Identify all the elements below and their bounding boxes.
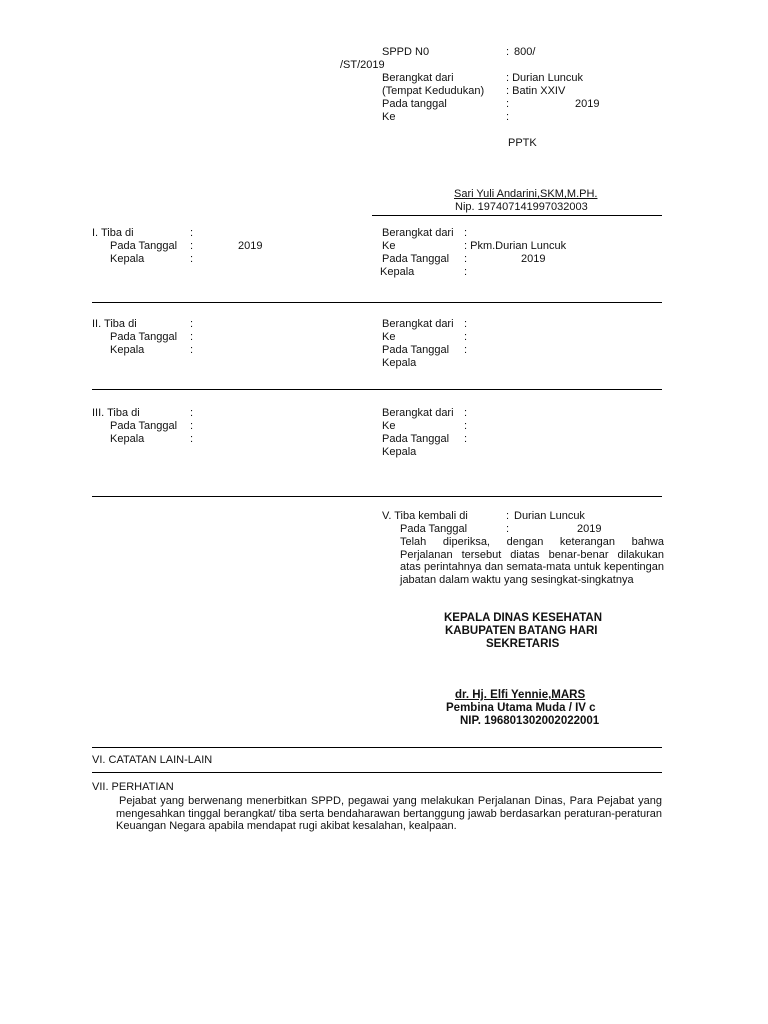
signer-rank: Pembina Utama Muda / IV c bbox=[446, 702, 596, 714]
section1-kepala-colon: : bbox=[190, 253, 194, 265]
section7-title: VII. PERHATIAN bbox=[92, 781, 174, 793]
section3-pada-tanggal-colon: : bbox=[190, 420, 194, 432]
section1-r-kepala-colon: : bbox=[464, 266, 468, 278]
divider bbox=[92, 496, 662, 497]
berangkat-dari-value: : Durian Luncuk bbox=[506, 72, 584, 84]
section5-statement: Telah diperiksa, dengan keterangan bahwa Perjalanan tersebut diatas benar-benar dilakukan atas perintahnya dan semata-mata untuk kepentingan jabatan dalam waktu yang sesingkat-singkatnya bbox=[400, 536, 664, 586]
section2-ke-colon: : bbox=[464, 331, 468, 343]
section3-tiba-label: III. Tiba di bbox=[92, 407, 140, 419]
section3-berangkat-label: Berangkat dari bbox=[382, 407, 454, 419]
section1-pada-tanggal-year: 2019 bbox=[238, 240, 263, 252]
office-line-3: SEKRETARIS bbox=[486, 638, 560, 650]
section1-pada-tanggal-label: Pada Tanggal bbox=[110, 240, 178, 252]
section5-tiba-colon: : bbox=[506, 510, 510, 522]
sppd-suffix: /ST/2019 bbox=[340, 59, 385, 71]
section6-title: VI. CATATAN LAIN-LAIN bbox=[92, 754, 213, 766]
section2-r-kepala-label: Kepala bbox=[382, 357, 417, 369]
sppd-label: SPPD N0 bbox=[382, 46, 430, 58]
divider bbox=[92, 747, 662, 748]
sppd-number: 800/ bbox=[514, 46, 536, 58]
pada-tanggal-label: Pada tanggal bbox=[382, 98, 447, 110]
section2-kepala-colon: : bbox=[190, 344, 194, 356]
pada-tanggal-colon: : bbox=[506, 98, 510, 110]
berangkat-dari-label: Berangkat dari bbox=[382, 72, 454, 84]
section1-ke-value: : Pkm.Durian Luncuk bbox=[464, 240, 567, 252]
pptk-name: Sari Yuli Andarini,SKM,M.PH. bbox=[454, 188, 598, 200]
section5-tiba-value: Durian Luncuk bbox=[514, 510, 585, 522]
office-line-1: KEPALA DINAS KESEHATAN bbox=[444, 612, 603, 624]
section2-berangkat-label: Berangkat dari bbox=[382, 318, 454, 330]
section3-kepala-label: Kepala bbox=[110, 433, 145, 445]
section5-tiba-label: V. Tiba kembali di bbox=[382, 510, 468, 522]
section1-r-pada-tanggal-year: 2019 bbox=[521, 253, 546, 265]
section1-tiba-label: I. Tiba di bbox=[92, 227, 134, 239]
section2-tiba-label: II. Tiba di bbox=[92, 318, 137, 330]
tempat-kedudukan-label: (Tempat Kedudukan) bbox=[382, 85, 485, 97]
section2-pada-tanggal-label: Pada Tanggal bbox=[110, 331, 178, 343]
section1-pada-tanggal-colon: : bbox=[190, 240, 194, 252]
section5-pada-tanggal-year: 2019 bbox=[577, 523, 602, 535]
section1-tiba-colon: : bbox=[190, 227, 194, 239]
section1-berangkat-label: Berangkat dari bbox=[382, 227, 454, 239]
section3-r-pada-tanggal-colon: : bbox=[464, 433, 468, 445]
section5-pada-tanggal-colon: : bbox=[506, 523, 510, 535]
section1-r-kepala-label: Kepala bbox=[380, 266, 415, 278]
section2-pada-tanggal-colon: : bbox=[190, 331, 194, 343]
sppd-colon: : bbox=[506, 46, 510, 58]
signer-nip: NIP. 196801302002022001 bbox=[460, 715, 600, 727]
section1-kepala-label: Kepala bbox=[110, 253, 145, 265]
ke-label: Ke bbox=[382, 111, 396, 123]
tempat-kedudukan-value: : Batin XXIV bbox=[506, 85, 566, 97]
office-line-2: KABUPATEN BATANG HARI bbox=[445, 625, 598, 637]
divider bbox=[372, 215, 662, 216]
section2-kepala-label: Kepala bbox=[110, 344, 145, 356]
divider bbox=[92, 389, 662, 390]
section3-ke-label: Ke bbox=[382, 420, 396, 432]
signer-name: dr. Hj. Elfi Yennie,MARS bbox=[455, 689, 586, 701]
section1-r-pada-tanggal-label: Pada Tanggal bbox=[382, 253, 450, 265]
section5-pada-tanggal-label: Pada Tanggal bbox=[400, 523, 468, 535]
pptk-title: PPTK bbox=[508, 137, 537, 149]
ke-colon: : bbox=[506, 111, 510, 123]
section3-r-pada-tanggal-label: Pada Tanggal bbox=[382, 433, 450, 445]
section2-ke-label: Ke bbox=[382, 331, 396, 343]
section1-r-pada-tanggal-colon: : bbox=[464, 253, 468, 265]
section2-r-pada-tanggal-label: Pada Tanggal bbox=[382, 344, 450, 356]
section1-ke-label: Ke bbox=[382, 240, 396, 252]
section2-tiba-colon: : bbox=[190, 318, 194, 330]
section1-berangkat-colon: : bbox=[464, 227, 468, 239]
section3-pada-tanggal-label: Pada Tanggal bbox=[110, 420, 178, 432]
section3-tiba-colon: : bbox=[190, 407, 194, 419]
divider bbox=[92, 772, 662, 773]
section2-r-pada-tanggal-colon: : bbox=[464, 344, 468, 356]
pptk-nip: Nip. 197407141997032003 bbox=[455, 201, 588, 213]
section3-berangkat-colon: : bbox=[464, 407, 468, 419]
section7-paragraph: Pejabat yang berwenang menerbitkan SPPD, pegawai yang melakukan Perjalanan Dinas, Para Pejabat yang mengesahkan tinggal berangkat/ tiba serta bendaharawan bertanggung jawab berdasarkan peraturan-peraturan Keuangan Negara apabila mendapat rugi akibat kesalahan, kealpaan. bbox=[116, 795, 662, 832]
pada-tanggal-year: 2019 bbox=[575, 98, 600, 110]
section3-r-kepala-label: Kepala bbox=[382, 446, 417, 458]
section3-ke-colon: : bbox=[464, 420, 468, 432]
section3-kepala-colon: : bbox=[190, 433, 194, 445]
section2-berangkat-colon: : bbox=[464, 318, 468, 330]
divider bbox=[92, 302, 662, 303]
